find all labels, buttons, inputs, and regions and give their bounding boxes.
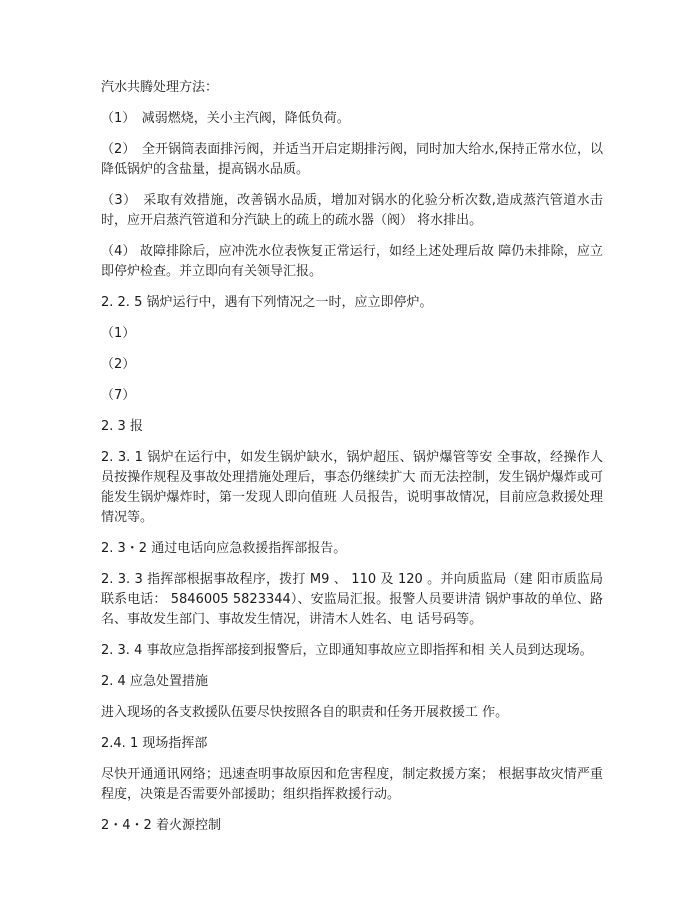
paragraph-section-2-4-1: 2.4. 1 现场指挥部 [101,736,208,751]
paragraph-section-2-4-2: 2・4・2 着火源控制 [101,818,221,833]
paragraph-step-2: （2） 全开锅筒表面排污阀，并适当开启定期排污阀，同时加大给水,保持正常水位，以降低锅炉的含盐量，提高锅水品质。 [101,142,603,177]
paragraph-item-1: （1） [101,326,136,341]
paragraph-section-2-3-2: 2. 3・2 通过电话向应急救援指挥部报告。 [101,541,347,556]
paragraph-item-7: （7） [101,388,136,403]
paragraph-step-3: （3） 采取有效措施，改善锅水品质，增加对锅水的化验分析次数,造成蒸汽管道水击时，应开启蒸汽管道和分汽缺上的疏上的疏水器（阀） 将水排出。 [101,193,603,228]
paragraph-section-2-3-1: 2. 3. 1 锅炉在运行中，如发生锅炉缺水，锅炉超压、锅炉爆管等安 全事故，经操作人员按操作规程及事故处理措施处理后，事态仍继续扩大 而无法控制，发生锅炉爆炸或可能发生锅炉爆炸时，第一发现人即向值班 人员报告，说明事故情况，目前应急救援处理情况等。 [101,450,603,525]
paragraph-section-2-2-5: 2. 2. 5 锅炉运行中，遇有下列情况之一时，应立即停炉。 [101,295,433,310]
paragraph-heading-steam-water-method: 汽水共腾处理方法： [101,80,219,95]
paragraph-section-2-4: 2. 4 应急处置措施 [101,674,208,689]
document-body [101,78,603,847]
paragraph-rescue-teams: 进入现场的各支救援队伍要尽快按照各自的职责和任务开展救援工 作。 [101,705,509,720]
paragraph-item-2: （2） [101,357,136,372]
paragraph-section-2-3: 2. 3 报 [101,419,143,434]
paragraph-section-2-3-3: 2. 3. 3 指挥部根据事故程序，拨打 M9 、 110 及 120 。并向质监局（建 阳市质监局联系电话： 5846005 5823344）、安监局汇报。报警人员要讲清 锅炉事故的单位、路名、事故发生部门、事故发生情况，讲清木人姓名、电 话号码等。 [101,572,603,627]
paragraph-step-4: （4） 故障排除后，应冲洗水位表恢复正常运行，如经上述处理后故 障仍未排除，应立即停炉检查。并立即向有关领导汇报。 [101,244,603,279]
paragraph-section-2-3-4: 2. 3. 4 事故应急指挥部接到报警后，立即通知事故应立即指挥和相 关人员到达现场。 [101,643,593,658]
paragraph-step-1: （1） 减弱燃烧，关小主汽阀，降低负荷。 [101,111,350,126]
paragraph-command-actions: 尽快开通通讯网络；迅速查明事故原因和危害程度，制定救援方案； 根据事故灾情严重程度，决策是否需要外部援助；组织指挥救援行动。 [101,767,603,802]
